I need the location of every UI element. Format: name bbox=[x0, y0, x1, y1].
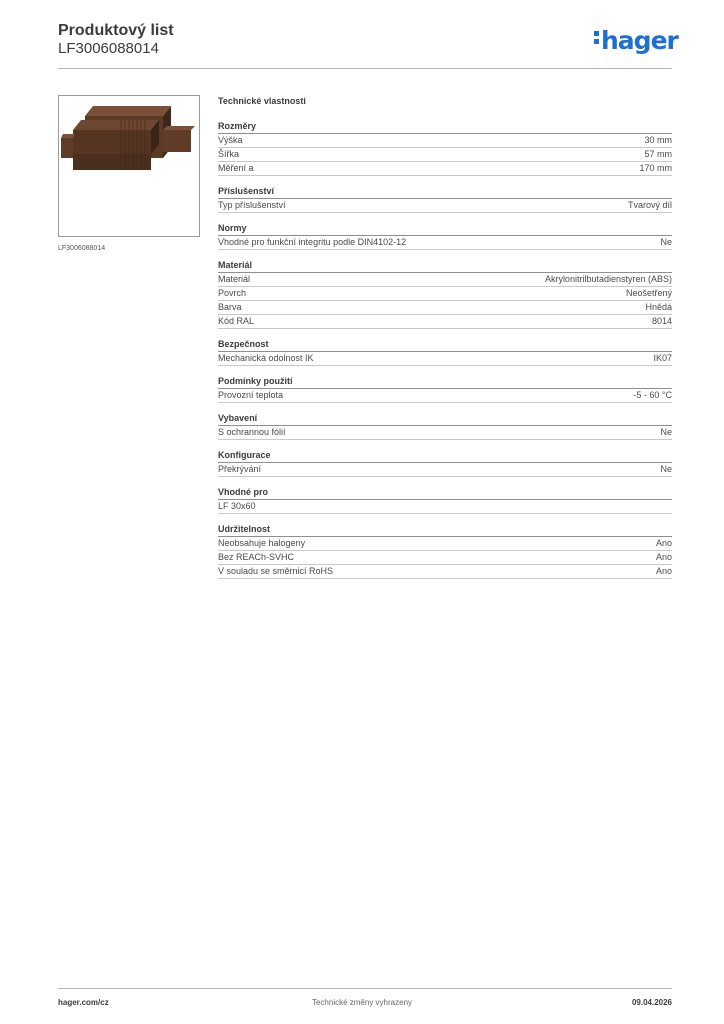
spec-label: LF 30x60 bbox=[218, 501, 256, 511]
spec-row bbox=[218, 426, 672, 440]
product-image bbox=[58, 95, 200, 237]
logo-dots-icon bbox=[594, 28, 599, 47]
spec-row bbox=[218, 162, 672, 176]
spec-value: IK07 bbox=[653, 353, 672, 363]
spec-value: Hnědá bbox=[645, 302, 672, 312]
spec-label: Kód RAL bbox=[218, 316, 255, 326]
spec-row bbox=[218, 500, 672, 514]
header-divider bbox=[58, 68, 672, 69]
section-safety bbox=[218, 339, 672, 366]
spec-value: Ne bbox=[660, 237, 672, 247]
spec-value: Ano bbox=[655, 552, 672, 562]
spec-label: Mechanická odolnost IK bbox=[218, 353, 314, 363]
spec-row bbox=[218, 199, 672, 213]
spec-label: Měření a bbox=[218, 163, 254, 173]
spec-value: -5 - 60 °C bbox=[633, 390, 672, 400]
section-heading: Materiál bbox=[218, 260, 672, 273]
section-configuration bbox=[218, 450, 672, 477]
brand-name: hager bbox=[601, 26, 678, 55]
section-heading: Rozměry bbox=[218, 121, 672, 134]
spec-row bbox=[218, 565, 672, 579]
spec-row bbox=[218, 287, 672, 301]
spec-row bbox=[218, 148, 672, 162]
section-heading: Normy bbox=[218, 223, 672, 236]
spec-label: Neobsahuje halogeny bbox=[218, 538, 306, 548]
section-suitable-for bbox=[218, 487, 672, 514]
spec-label: S ochrannou fólií bbox=[218, 427, 286, 437]
spec-row bbox=[218, 463, 672, 477]
section-heading: Vhodné pro bbox=[218, 487, 672, 500]
spec-value: Neošetřený bbox=[625, 288, 672, 298]
spec-label: Vhodné pro funkční integritu podle DIN4102-12 bbox=[218, 237, 407, 247]
section-heading: Příslušenství bbox=[218, 186, 672, 199]
spec-row bbox=[218, 537, 672, 551]
spec-label: Provozní teplota bbox=[218, 390, 284, 400]
section-sustainability bbox=[218, 524, 672, 579]
section-heading: Podmínky použití bbox=[218, 376, 672, 389]
spec-label: Povrch bbox=[218, 288, 247, 298]
section-accessories bbox=[218, 186, 672, 213]
spec-label: Šířka bbox=[218, 149, 240, 159]
spec-value: Ano bbox=[655, 566, 672, 576]
spec-value: Ne bbox=[660, 427, 672, 437]
section-heading: Vybavení bbox=[218, 413, 672, 426]
spec-row bbox=[218, 134, 672, 148]
spec-row bbox=[218, 301, 672, 315]
spec-label: V souladu se směrnicí RoHS bbox=[218, 566, 334, 576]
spec-row bbox=[218, 273, 672, 287]
page-subtitle: LF3006088014 bbox=[58, 40, 159, 57]
technical-specs bbox=[218, 96, 672, 589]
spec-label: Překrývání bbox=[218, 464, 262, 474]
section-heading: Udržitelnost bbox=[218, 524, 672, 537]
spec-value: Ne bbox=[660, 464, 672, 474]
section-standards bbox=[218, 223, 672, 250]
specs-title: Technické vlastnosti bbox=[218, 96, 306, 106]
cable-duct-fitting-image bbox=[59, 96, 199, 236]
spec-row bbox=[218, 315, 672, 329]
footer-website-link[interactable]: hager.com/cz bbox=[58, 998, 109, 1007]
spec-value: 8014 bbox=[651, 316, 672, 326]
footer-date: 09.04.2026 bbox=[631, 998, 672, 1007]
spec-row bbox=[218, 389, 672, 403]
spec-value: 170 mm bbox=[639, 163, 672, 173]
section-dimensions bbox=[218, 121, 672, 176]
spec-row bbox=[218, 236, 672, 250]
spec-label: Typ příslušenství bbox=[218, 200, 286, 210]
spec-row bbox=[218, 352, 672, 366]
section-equipment bbox=[218, 413, 672, 440]
spec-label: Materiál bbox=[218, 274, 251, 284]
image-caption: LF3006088014 bbox=[58, 245, 106, 252]
section-conditions bbox=[218, 376, 672, 403]
section-heading: Konfigurace bbox=[218, 450, 672, 463]
spec-value: Tvarový díl bbox=[627, 200, 672, 210]
spec-row bbox=[218, 551, 672, 565]
spec-label: Výška bbox=[218, 135, 243, 145]
section-heading: Bezpečnost bbox=[218, 339, 672, 352]
spec-value: 57 mm bbox=[644, 149, 672, 159]
spec-value: 30 mm bbox=[644, 135, 672, 145]
section-material bbox=[218, 260, 672, 329]
spec-label: Barva bbox=[218, 302, 242, 312]
spec-value: Ano bbox=[655, 538, 672, 548]
footer-divider bbox=[58, 988, 672, 989]
page-title: Produktový list bbox=[58, 22, 174, 39]
footer-notice: Technické změny vyhrazeny bbox=[311, 998, 413, 1007]
spec-value: Akrylonitrilbutadienstyren (ABS) bbox=[544, 274, 672, 284]
spec-label: Bez REACh-SVHC bbox=[218, 552, 295, 562]
brand-logo bbox=[594, 28, 678, 53]
